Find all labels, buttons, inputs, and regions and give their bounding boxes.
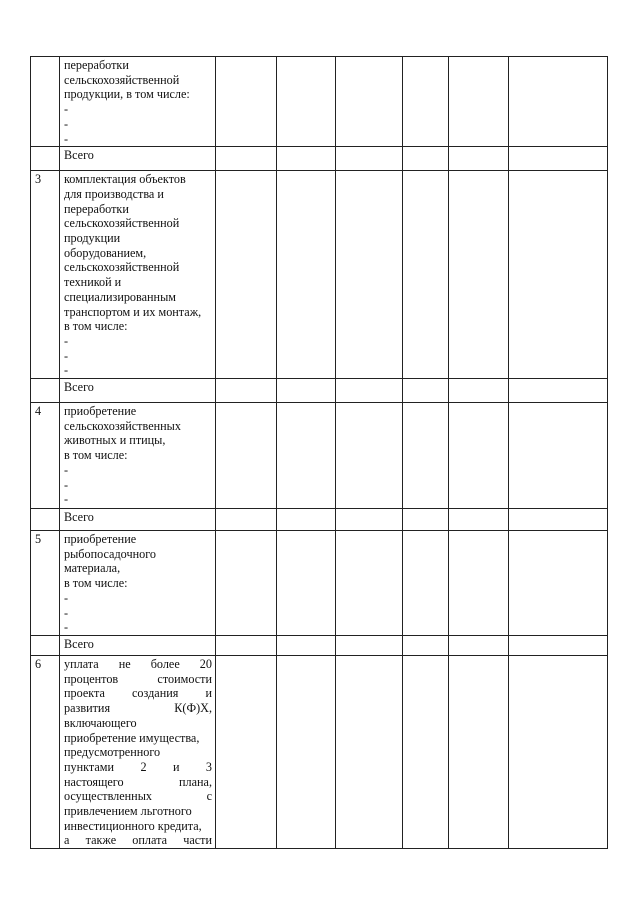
description-cell — [60, 57, 216, 147]
row-number-cell: 4 — [31, 403, 60, 509]
value-cell — [509, 655, 608, 848]
value-cell — [509, 531, 608, 636]
description-line: проекта создания и — [64, 686, 212, 701]
value-cell — [509, 509, 608, 531]
row-number-cell — [31, 147, 60, 171]
value-cell — [216, 171, 277, 379]
value-cell — [336, 403, 403, 509]
value-cell — [449, 57, 509, 147]
description-line: сельскохозяйственных — [64, 418, 181, 433]
value-cell — [216, 509, 277, 531]
item-row — [31, 531, 608, 636]
total-label: Всего — [64, 380, 94, 395]
total-label: Всего — [64, 510, 94, 525]
value-cell — [509, 379, 608, 403]
description-line: в том числе: — [64, 319, 128, 334]
value-cell — [336, 509, 403, 531]
plan-table-body — [31, 57, 608, 849]
total-row — [31, 509, 608, 531]
description-line: предусмотренного — [64, 745, 161, 760]
description-line: животных и птицы, — [64, 433, 166, 448]
sub-item-dash: - — [64, 333, 69, 348]
value-cell — [336, 171, 403, 379]
description-line: уплата не более 20 — [64, 656, 212, 671]
value-cell — [403, 57, 449, 147]
description-line: оборудованием, — [64, 245, 147, 260]
value-cell — [509, 57, 608, 147]
description-line: сельскохозяйственной — [64, 216, 180, 231]
value-cell — [336, 635, 403, 655]
sub-item-dash: - — [64, 116, 69, 131]
description-line: процентов стоимости — [64, 671, 212, 686]
value-cell — [449, 403, 509, 509]
value-cell — [449, 171, 509, 379]
row-number-cell: 3 — [31, 171, 60, 379]
description-cell — [60, 531, 216, 636]
value-cell — [336, 655, 403, 848]
value-cell — [449, 509, 509, 531]
description-cell — [60, 403, 216, 509]
value-cell — [336, 379, 403, 403]
row-number-cell — [31, 509, 60, 531]
value-cell — [403, 635, 449, 655]
item-row — [31, 171, 608, 379]
value-cell — [216, 635, 277, 655]
value-cell — [336, 57, 403, 147]
description-line: специализированным — [64, 289, 176, 304]
value-cell — [509, 403, 608, 509]
value-cell — [216, 379, 277, 403]
value-cell — [449, 635, 509, 655]
description-cell — [60, 655, 216, 848]
value-cell — [449, 655, 509, 848]
description-line: включающего — [64, 715, 137, 730]
value-cell — [216, 57, 277, 147]
description-line: материала, — [64, 561, 121, 576]
value-cell — [403, 655, 449, 848]
description-line: в том числе: — [64, 576, 128, 591]
total-row — [31, 379, 608, 403]
sub-item-dash: - — [64, 620, 69, 635]
value-cell — [336, 531, 403, 636]
value-cell — [277, 147, 336, 171]
value-cell — [509, 635, 608, 655]
description-line: осуществленных с — [64, 789, 212, 804]
description-line: в том числе: — [64, 448, 128, 463]
item-row — [31, 655, 608, 848]
sub-item-dash: - — [64, 102, 69, 117]
description-line: продукции — [64, 231, 121, 246]
value-cell — [403, 171, 449, 379]
value-cell — [449, 531, 509, 636]
value-cell — [216, 531, 277, 636]
description-line: переработки — [64, 201, 129, 216]
value-cell — [277, 635, 336, 655]
value-cell — [277, 171, 336, 379]
value-cell — [509, 147, 608, 171]
total-label-cell — [60, 635, 216, 655]
total-label: Всего — [64, 636, 94, 651]
value-cell — [277, 57, 336, 147]
value-cell — [216, 403, 277, 509]
row-number-cell: 6 — [31, 655, 60, 848]
value-cell — [403, 531, 449, 636]
value-cell — [216, 655, 277, 848]
value-cell — [277, 403, 336, 509]
description-line: приобретение имущества, — [64, 730, 200, 745]
value-cell — [449, 379, 509, 403]
description-line: транспортом и их монтаж, — [64, 304, 202, 319]
value-cell — [403, 147, 449, 171]
description-line: пунктами 2 и 3 — [64, 759, 212, 774]
description-line: настоящего плана, — [64, 774, 212, 789]
value-cell — [403, 509, 449, 531]
value-cell — [449, 147, 509, 171]
description-line: сельскохозяйственной — [64, 72, 180, 87]
sub-item-dash: - — [64, 348, 69, 363]
description-line: комплектация объектов — [64, 172, 186, 187]
sub-item-dash: - — [64, 477, 69, 492]
sub-item-dash: - — [64, 590, 69, 605]
description-line: приобретение — [64, 404, 137, 419]
total-label-cell — [60, 509, 216, 531]
description-line: инвестиционного кредита, — [64, 818, 202, 833]
value-cell — [403, 379, 449, 403]
total-row — [31, 147, 608, 171]
description-line: сельскохозяйственной — [64, 260, 180, 275]
plan-table — [30, 56, 608, 849]
description-line: приобретение — [64, 532, 137, 547]
total-label-cell — [60, 147, 216, 171]
row-number-cell — [31, 57, 60, 147]
row-number-cell: 5 — [31, 531, 60, 636]
description-line: продукции, в том числе: — [64, 87, 190, 102]
value-cell — [336, 147, 403, 171]
value-cell — [277, 531, 336, 636]
item-row — [31, 403, 608, 509]
sub-item-dash: - — [64, 462, 69, 477]
description-line: привлечением льготного — [64, 804, 192, 819]
description-line: переработки — [64, 58, 129, 72]
value-cell — [216, 147, 277, 171]
description-line: рыбопосадочного — [64, 546, 156, 561]
total-label-cell — [60, 379, 216, 403]
total-label: Всего — [64, 148, 94, 163]
row-number-cell — [31, 635, 60, 655]
item-row — [31, 57, 608, 147]
row-number-cell — [31, 379, 60, 403]
value-cell — [277, 509, 336, 531]
description-line: техникой и — [64, 275, 122, 290]
sub-item-dash: - — [64, 605, 69, 620]
description-line: развития К(Ф)Х, — [64, 701, 212, 716]
value-cell — [403, 403, 449, 509]
sub-item-dash: - — [64, 363, 69, 378]
value-cell — [509, 171, 608, 379]
description-cell — [60, 171, 216, 379]
total-row — [31, 635, 608, 655]
sub-item-dash: - — [64, 131, 69, 146]
description-line: для производства и — [64, 186, 164, 201]
value-cell — [277, 379, 336, 403]
value-cell — [277, 655, 336, 848]
description-line: а также оплата части — [64, 833, 212, 848]
sub-item-dash: - — [64, 492, 69, 507]
